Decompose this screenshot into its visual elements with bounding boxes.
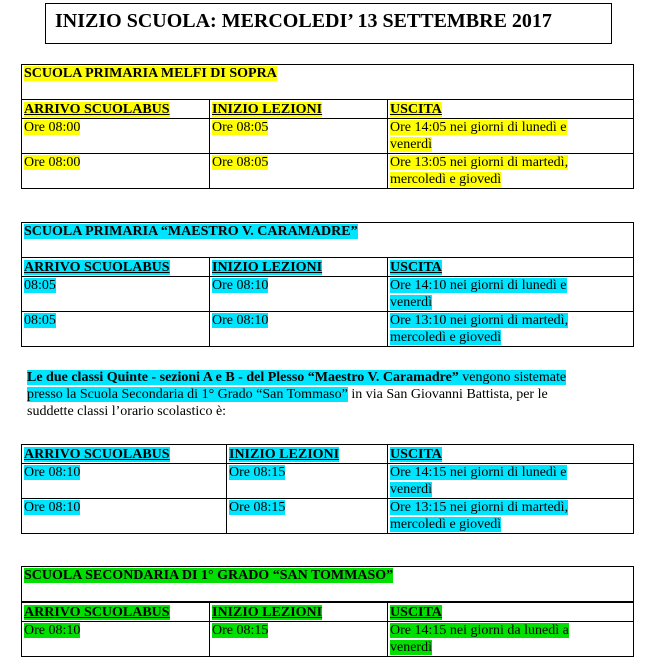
uscita-cell-line2: venerdì [390, 640, 432, 655]
inizio-cell: Ore 08:05 [212, 155, 269, 170]
arrivo-cell: Ore 08:10 [24, 500, 81, 515]
arrivo-cell: Ore 08:00 [24, 155, 81, 170]
uscita-cell-line1: Ore 14:15 nei giorni da lunedì a [390, 623, 569, 638]
arrivo-cell: 08:05 [24, 313, 56, 328]
page-title: INIZIO SCUOLA: MERCOLEDI’ 13 SETTEMBRE 2017 [55, 10, 552, 32]
section-title-cell [22, 65, 634, 100]
section-title: SCUOLA PRIMARIA “MAESTRO V. CARAMADRE” [24, 224, 358, 239]
inizio-cell: Ore 08:15 [212, 623, 269, 638]
header-inizio: INIZIO LEZIONI [229, 447, 340, 462]
table-row [22, 154, 634, 189]
header-inizio: INIZIO LEZIONI [212, 102, 323, 117]
uscita-cell-line2: venerdì [390, 137, 432, 152]
table-quinte [21, 444, 634, 534]
header-uscita: USCITA [390, 605, 442, 620]
uscita-cell-line2: mercoledì e giovedì [390, 517, 502, 532]
uscita-cell-line2: venerdì [390, 295, 432, 310]
table-primaria-caramadre [21, 222, 634, 347]
arrivo-cell: 08:05 [24, 278, 56, 293]
table-row [22, 119, 634, 154]
note-bold: Le due classi Quinte - sezioni A e B - del Plesso “Maestro V. Caramadre” [27, 370, 459, 385]
uscita-cell-line1: Ore 14:15 nei giorni di lunedì e [390, 465, 567, 480]
section-title: SCUOLA SECONDARIA DI 1° GRADO “SAN TOMMASO” [24, 568, 394, 583]
inizio-cell: Ore 08:10 [212, 313, 269, 328]
arrivo-cell: Ore 08:10 [24, 465, 81, 480]
header-arrivo: ARRIVO SCUOLABUS [24, 447, 170, 462]
table-row [22, 277, 634, 312]
header-uscita: USCITA [390, 260, 442, 275]
note-line1-rest: vengono sistemate [458, 370, 567, 385]
header-uscita: USCITA [390, 447, 442, 462]
inizio-cell: Ore 08:10 [212, 278, 269, 293]
inizio-cell: Ore 08:15 [229, 500, 286, 515]
table-row [22, 622, 634, 657]
note-line2-rest: in via San Giovanni Battista, per le [347, 387, 548, 402]
table-primaria-melfi [21, 64, 634, 189]
uscita-cell-line2: venerdì [390, 482, 432, 497]
note-line3: suddette classi l’orario scolastico è: [27, 404, 227, 419]
inizio-cell: Ore 08:15 [229, 465, 286, 480]
uscita-cell-line1: Ore 13:15 nei giorni di martedì, [390, 500, 569, 515]
header-inizio: INIZIO LEZIONI [212, 260, 323, 275]
table-secondaria [21, 566, 634, 657]
uscita-cell-line1: Ore 13:05 nei giorni di martedì, [390, 155, 569, 170]
title-box [45, 3, 612, 44]
uscita-cell-line2: mercoledì e giovedì [390, 330, 502, 345]
table-row [22, 499, 634, 534]
uscita-cell-line1: Ore 14:05 nei giorni di lunedì e [390, 120, 567, 135]
header-uscita: USCITA [390, 102, 442, 117]
note-paragraph [27, 369, 627, 420]
uscita-cell-line1: Ore 14:10 nei giorni di lunedì e [390, 278, 567, 293]
table-row [22, 312, 634, 347]
note-line2-highlight: presso la Scuola Secondaria di 1° Grado “San Tommaso” [27, 387, 348, 402]
header-arrivo: ARRIVO SCUOLABUS [24, 605, 170, 620]
arrivo-cell: Ore 08:00 [24, 120, 81, 135]
arrivo-cell: Ore 08:10 [24, 623, 81, 638]
uscita-cell-line2: mercoledì e giovedì [390, 172, 502, 187]
header-inizio: INIZIO LEZIONI [212, 605, 323, 620]
header-arrivo: ARRIVO SCUOLABUS [24, 260, 170, 275]
inizio-cell: Ore 08:05 [212, 120, 269, 135]
section-title: SCUOLA PRIMARIA MELFI DI SOPRA [24, 66, 277, 81]
header-arrivo: ARRIVO SCUOLABUS [24, 102, 170, 117]
uscita-cell-line1: Ore 13:10 nei giorni di martedì, [390, 313, 569, 328]
table-row [22, 464, 634, 499]
